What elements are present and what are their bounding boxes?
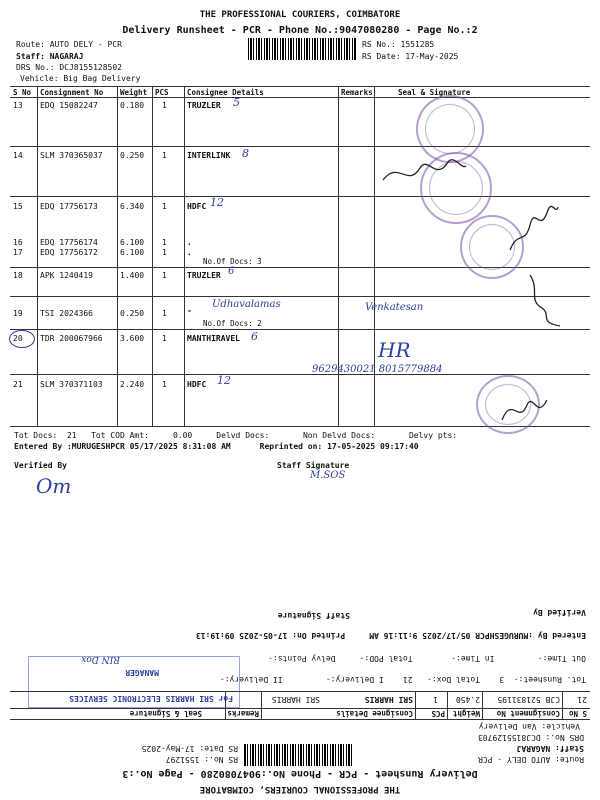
company-title: THE PROFESSIONAL COURIERS, COIMBATORE [199, 10, 401, 20]
totals-line: Tot Docs: 21 Tot COD Amt: 0.00 Delvd Docs: Non Delvd Docs: Delvy pts: [14, 431, 458, 440]
times-line: Out Time:- In Time:- Total POD:- Delvy Points:- [268, 654, 586, 663]
runsheet-title: Delivery Runsheet - PCR - Phone No.:9047080280 - Page No.:2 [122, 25, 478, 36]
handwritten-phone: 9629430021 8015779884 [312, 364, 443, 375]
handwritten-name: Venkatesan [365, 302, 424, 313]
rs-no: RS No.: 1551297 [165, 755, 238, 764]
barcode [244, 744, 352, 766]
handwritten-count: 12 [217, 374, 231, 387]
vehicle: Vehicle: Big Bag Delivery [20, 74, 141, 83]
drs-no: DRS No.: DCJ8155129703 [478, 733, 584, 742]
col-consignee: Consignee Details [187, 88, 264, 97]
handwritten-count: 12 [210, 196, 224, 209]
handwritten-signature: M.SOS [310, 470, 346, 481]
drs-no: DRS No.: DCJ8155128502 [16, 63, 122, 72]
signature-drawing [520, 270, 570, 330]
handwritten-count: 6 [251, 330, 258, 343]
col-sno: S No [568, 709, 587, 718]
col-weight: Weight [120, 88, 148, 97]
col-weight: Weight [452, 709, 480, 718]
handwritten-count: 5 [233, 96, 240, 109]
staff: Staff: NAGARAJ [16, 52, 84, 61]
col-sno: S No [13, 88, 32, 97]
col-pcs: PCS [431, 709, 445, 718]
signature-drawing [500, 195, 560, 255]
staff-signature-label: Staff Signature [277, 611, 350, 620]
entered-by: Entered By :MURUGESHPCR 05/17/2025 8:31:08 AM Reprinted on: 17-05-2025 09:17:40 [14, 442, 419, 451]
verified-by-label: Verified By [533, 608, 586, 617]
col-consignee: Consignee Details [336, 709, 413, 718]
staff: Staff: NAGARAJ [516, 744, 584, 753]
col-seal: Seal & Signature [398, 88, 471, 97]
handwritten-count: 8 [242, 147, 249, 160]
rs-date: RS Date: 17-May-2025 [362, 52, 459, 61]
col-remarks: Remarks [227, 709, 259, 718]
runsheet-title: Delivery Runsheet - PCR - Phone No.:9047080280 - Page No.:3 [122, 768, 478, 779]
handwritten-note: RIN Dox [81, 654, 120, 664]
col-remarks: Remarks [341, 88, 373, 97]
handwritten-initials: HR [378, 338, 411, 362]
company-title: THE PROFESSIONAL COURIERS, COIMBATORE [199, 784, 401, 794]
handwritten-name: Udhavalamas [212, 299, 281, 310]
col-consignment: Consignment No [496, 709, 560, 718]
signature-drawing [497, 390, 557, 430]
verified-by-label: Verified By [14, 461, 67, 470]
handwritten-count: 6 [228, 266, 235, 277]
docs-note: No.Of Docs: 2 [203, 319, 262, 328]
company-stamp: For SRI HARRIS ELECTRONIC SERVICES MANAGER [28, 656, 240, 708]
bottom-sheet: THE PROFESSIONAL COURIERS, COIMBATORE Delivery Runsheet - PCR - Phone No.:9047080280 - Page No.:3 Route: AUTO DELY - PCR Staff: NAGARAJ DRS No.: DCJ8155129703 Vehicle: Van Delivery RS No.: 1551297 RS Date: 17-May-2025 S No Consignment No Weight PCS Consignee Details Remarks Seal & Signature 21 CJB 521831195 2.450 1 SRI HARRIS SRI HARRIS Tot. Runsheet:- 3 Total Dox:- 21 I Delivery:- II Delivery:- Out Time:- In Time:- Total POD:- Delvy Points:- Entered By :MURUGESHPCR 05/17/2025 9:11:16 AM Printed On: 17-05-2025 09:19:13 Staff Signature Verified By For SRI HARRIS ELECTRONIC SERVICES MANAGER RIN Dox [0, 540, 600, 800]
handwritten-initials: Om [36, 474, 72, 498]
docs-note: No.Of Docs: 3 [203, 257, 262, 266]
route: Route: AUTO DELY - PCR [16, 40, 122, 49]
col-consignment: Consignment No [40, 88, 104, 97]
rs-no: RS No.: 1551285 [362, 40, 435, 49]
col-seal: Seal & Signature [129, 709, 202, 718]
staff-signature-label: Staff Signature [277, 461, 350, 470]
totals-line: Tot. Runsheet:- 3 Total Dox:- 21 I Delivery:- II Delivery:- [219, 675, 586, 684]
route: Route: AUTO DELY - PCR [478, 755, 584, 764]
signature-drawing [378, 140, 468, 195]
rs-date: RS Date: 17-May-2025 [141, 744, 238, 753]
vehicle: Vehicle: Van Delivery [478, 722, 580, 731]
barcode [248, 38, 356, 60]
entered-by: Entered By :MURUGESHPCR 05/17/2025 9:11:16 AM Printed On: 17-05-2025 09:19:13 [195, 631, 586, 640]
col-pcs: PCS [155, 88, 169, 97]
